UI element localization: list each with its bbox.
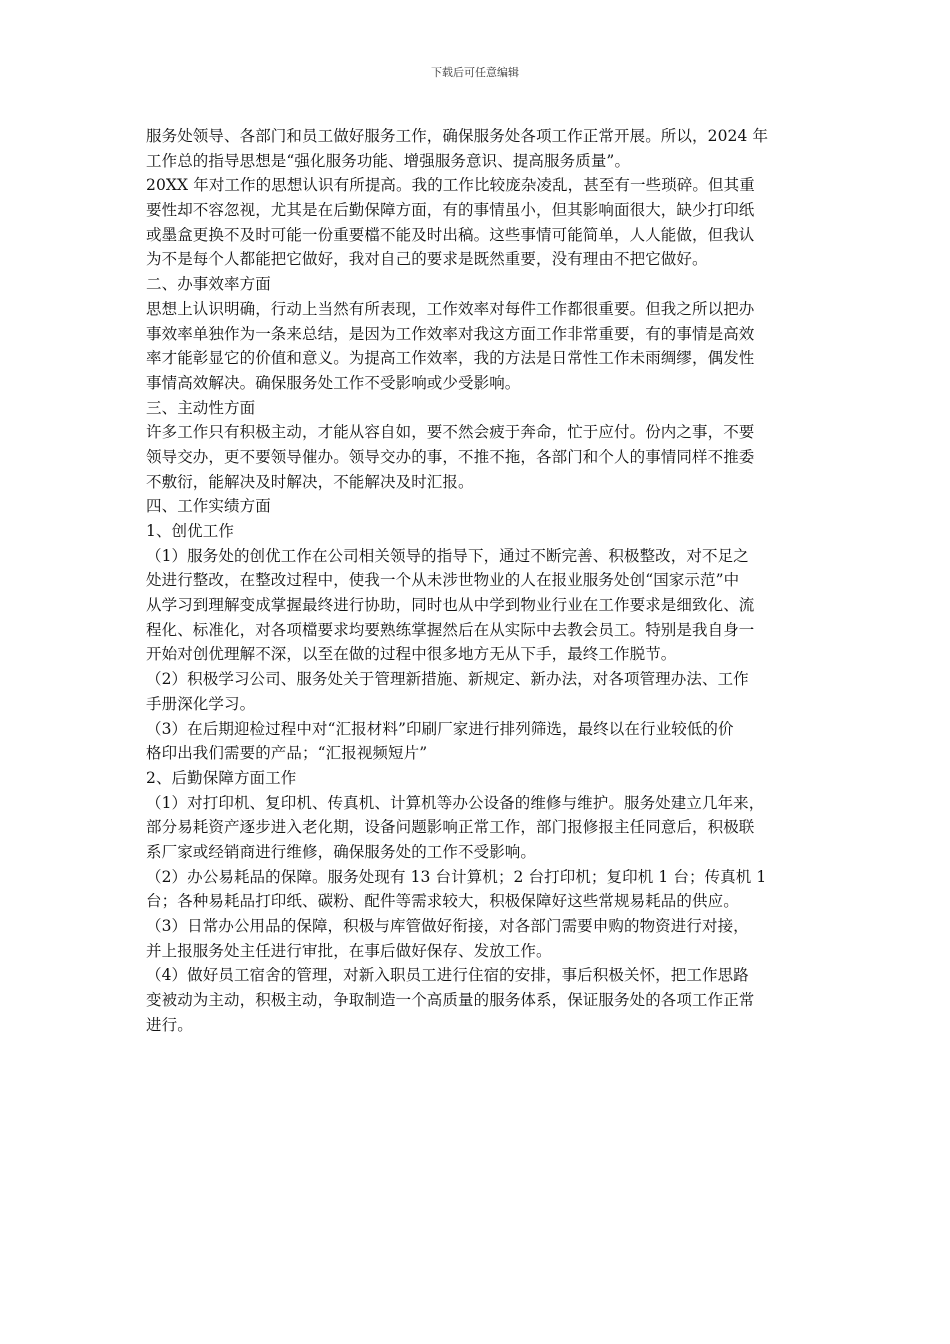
text-line: 事情高效解决。确保服务处工作不受影响或少受影响。	[146, 373, 521, 392]
text-line: 进行。	[146, 1015, 193, 1034]
text-line: 程化、标准化，对各项檔要求均要熟练掌握然后在从实际中去教会员工。特别是我自身一	[146, 620, 755, 639]
section-heading: 二、办事效率方面	[146, 275, 271, 294]
text-line: 从学习到理解变成掌握最终进行协助，同时也从中学到物业行业在工作要求是细致化、流	[146, 596, 755, 615]
text-line: 事效率单独作为一条来总结，是因为工作效率对我这方面工作非常重要，有的事情是高效	[146, 324, 755, 343]
text-line: 要性却不容忽视，尤其是在后勤保障方面，有的事情虽小，但其影响面很大，缺少打印纸	[146, 201, 755, 220]
text-line: 开始对创优理解不深，以至在做的过程中很多地方无从下手，最终工作脱节。	[146, 645, 677, 664]
subsection-heading: 2、后勤保障方面工作	[146, 768, 297, 787]
text-line: （2）办公易耗品的保障。服务处现有 13 台计算机；2 台打印机；复印机 1 台；传真机 1	[146, 867, 767, 886]
text-line: 服务处领导、各部门和员工做好服务工作，确保服务处各项工作正常开展。所以，2024 年	[146, 127, 769, 145]
text-line: 处进行整改，在整改过程中，使我一个从未涉世物业的人在报业服务处创“国家示范”中	[146, 571, 740, 590]
subsection-heading: 1、创优工作	[146, 522, 234, 540]
text-line: 变被动为主动，积极主动，争取制造一个高质量的服务体系，保证服务处的各项工作正常	[146, 991, 755, 1010]
text-line: （1）对打印机、复印机、传真机、计算机等办公设备的维修与维护。服务处建立几年来，	[146, 793, 765, 812]
text-line: （4）做好员工宿舍的管理，对新入职员工进行住宿的安排，事后积极关怀，把工作思路	[146, 966, 749, 985]
section-heading: 三、主动性方面	[146, 398, 256, 417]
text-line: 系厂家或经销商进行维修，确保服务处的工作不受影响。	[146, 842, 537, 861]
text-line: 并上报服务处主任进行审批，在事后做好保存、发放工作。	[146, 941, 552, 960]
text-line: 20XX 年对工作的思想认识有所提高。我的工作比较庞杂凌乱，甚至有一些琐碎。但其重	[146, 176, 755, 195]
text-line: （3）日常办公用品的保障，积极与库管做好衔接，对各部门需要申购的物资进行对接，	[146, 917, 749, 935]
text-line: （2）积极学习公司、服务处关于管理新措施、新规定、新办法，对各项管理办法、工作	[146, 670, 749, 689]
section-heading: 四、工作实绩方面	[146, 497, 271, 516]
text-line: 手册深化学习。	[146, 694, 256, 713]
text-line: 为不是每个人都能把它做好，我对自己的要求是既然重要，没有理由不把它做好。	[146, 250, 708, 269]
text-line: 部分易耗资产逐步进入老化期，设备问题影响正常工作，部门报修报主任同意后，积极联	[146, 818, 755, 837]
text-line: （3）在后期迎检过程中对“汇报材料”印刷厂家进行排列筛选，最终以在行业较低的价	[146, 719, 734, 738]
text-line: （1）服务处的创优工作在公司相关领导的指导下，通过不断完善、积极整改，对不足之	[146, 546, 749, 565]
text-line: 台；各种易耗品打印纸、碳粉、配件等需求较大，积极保障好这些常规易耗品的供应。	[146, 892, 739, 911]
text-line: 许多工作只有积极主动，才能从容自如，要不然会疲于奔命，忙于应付。份内之事，不要	[146, 423, 755, 442]
text-line: 思想上认识明确，行动上当然有所表现，工作效率对每件工作都很重要。但我之所以把办	[146, 299, 755, 318]
text-line: 率才能彰显它的价值和意义。为提高工作效率，我的方法是日常性工作未雨绸缪，偶发性	[146, 349, 755, 368]
text-line: 或墨盒更换不及时可能一份重要檔不能及时出稿。这些事情可能简单，人人能做，但我认	[146, 225, 755, 244]
document-body	[146, 124, 810, 1037]
page-header-note: 下载后可任意编辑	[431, 66, 519, 79]
text-line: 格印出我们需要的产品；“汇报视频短片”	[146, 744, 428, 763]
text-line: 领导交办，更不要领导催办。领导交办的事，不推不拖，各部门和个人的事情同样不推委	[146, 447, 755, 466]
text-line: 不敷衍，能解决及时解决，不能解决及时汇报。	[146, 472, 474, 491]
text-line: 工作总的指导思想是“强化服务功能、增强服务意识、提高服务质量”。	[146, 151, 631, 170]
